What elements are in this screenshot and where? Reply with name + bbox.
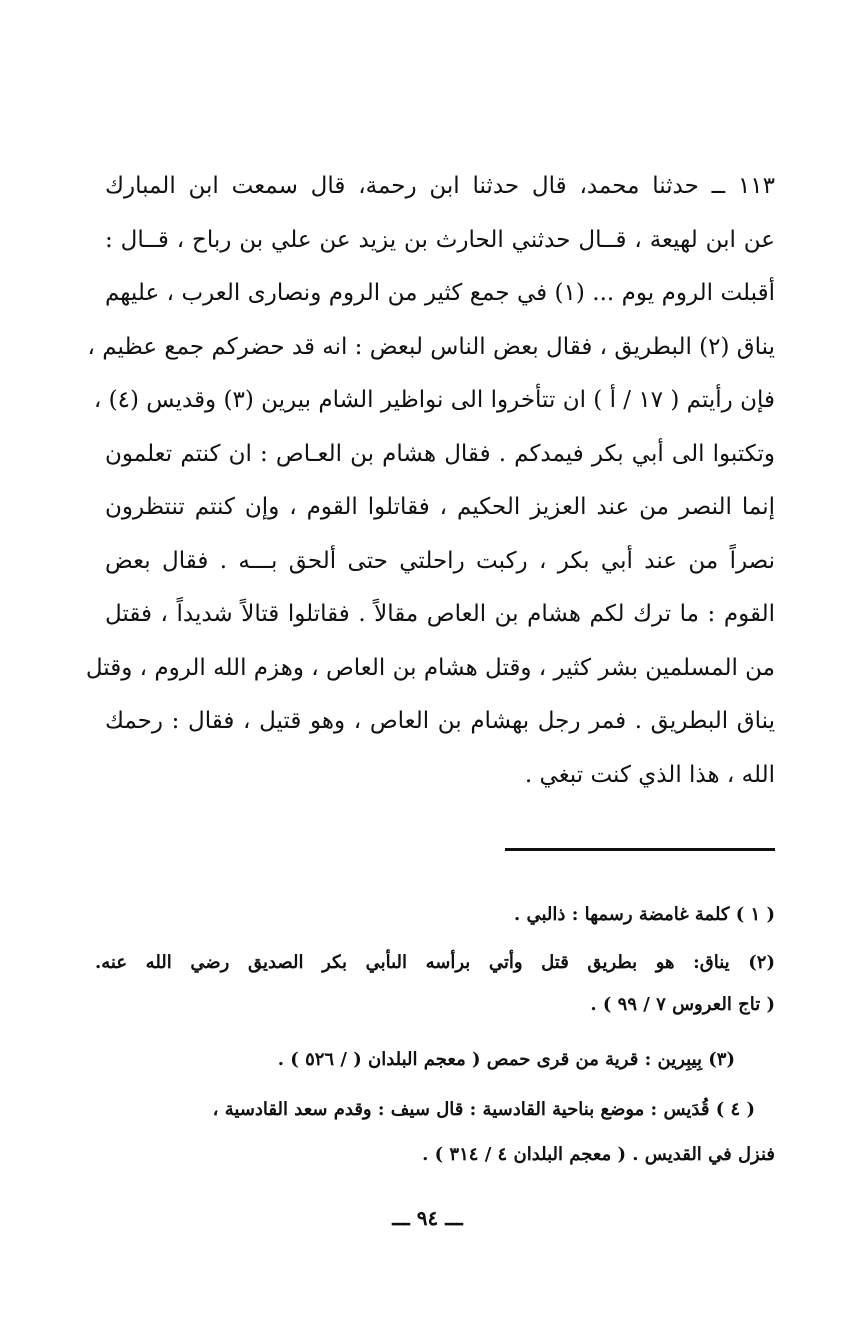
text-line: نصراً من عند أبي بكر ، ركبت راحلتي حتى ألحق بـــه . فقال بعض <box>105 547 775 574</box>
text-line: من المسلمين بشر كثير ، وقتل هشام بن العاص ، وهزم الله الروم ، وقتل <box>85 654 775 681</box>
text-line: القوم : ما ترك لكم هشام بن العاص مقالاً . فقاتلوا قتالاً شديداً ، فقتل <box>105 601 775 627</box>
text-line: ١١٣ ــ حدثنا محمد، قال حدثنا ابن رحمة، قال سمعت ابن المبارك <box>105 173 775 199</box>
footnotes <box>95 893 775 1175</box>
text-line: يناق البطريق . فمر رجل بهشام بن العاص ، وهو قتيل ، فقال : رحمك <box>105 708 775 734</box>
text-line: الله ، هذا الذي كنت تبغي . <box>524 761 775 788</box>
footnote-2-continuation: ( تاج العروس ٧ / ٩٩ ) . <box>590 994 775 1015</box>
footnote-2: (٢) يناق: هو بطريق قتل وأتي برأسه الىأبي بكر الصديق رضي الله عنه. <box>95 952 775 973</box>
text-line: أقبلت الروم يوم ... (١) في جمع كثير من الروم ونصارى العرب ، عليهم <box>105 280 776 306</box>
footnote-4-continuation: فنزل في القديس . ( معجم البلدان ٤ / ٣١٤ ) . <box>422 1144 775 1165</box>
text-line: إنما النصر من عند العزيز الحكيم ، فقاتلوا القوم ، وإن كنتم تنتظرون <box>105 494 775 520</box>
text-line: فإن رأيتم ( ١٧ / أ ) ان تتأخروا الى نواظير الشام بيرين (٣) وقديس (٤) ، <box>93 387 775 413</box>
footnote-3: (٣) بِيبِرين : قرية من قرى حمص ( معجم البلدان ( / ٥٢٦ ) . <box>277 1049 735 1070</box>
hadith-text <box>85 160 776 802</box>
text-line: وتكتبوا الى أبي بكر فيمدكم . فقال هشام بن العـاص : ان كنتم تعلمون <box>105 440 775 467</box>
footnote-1: ( ١ ) كلمة غامضة رسمها : ذالبي . <box>513 904 775 925</box>
text-line: عن ابن لهيعة ، قــال حدثني الحارث بن يزيد عن علي بن رباح ، قــال : <box>105 226 775 253</box>
page-number: ـــ ٩٤ ـــ <box>392 1206 463 1230</box>
footnote-separator <box>505 848 775 851</box>
footnote-4: ( ٤ ) قُدَيس : موضع بناحية القادسية : قال سيف : وقدم سعد القادسية ، <box>212 1099 755 1120</box>
text-line: يناق (٢) البطريق ، فقال بعض الناس لبعض : انه قد حضركم جمع عظيم ، <box>87 333 775 360</box>
